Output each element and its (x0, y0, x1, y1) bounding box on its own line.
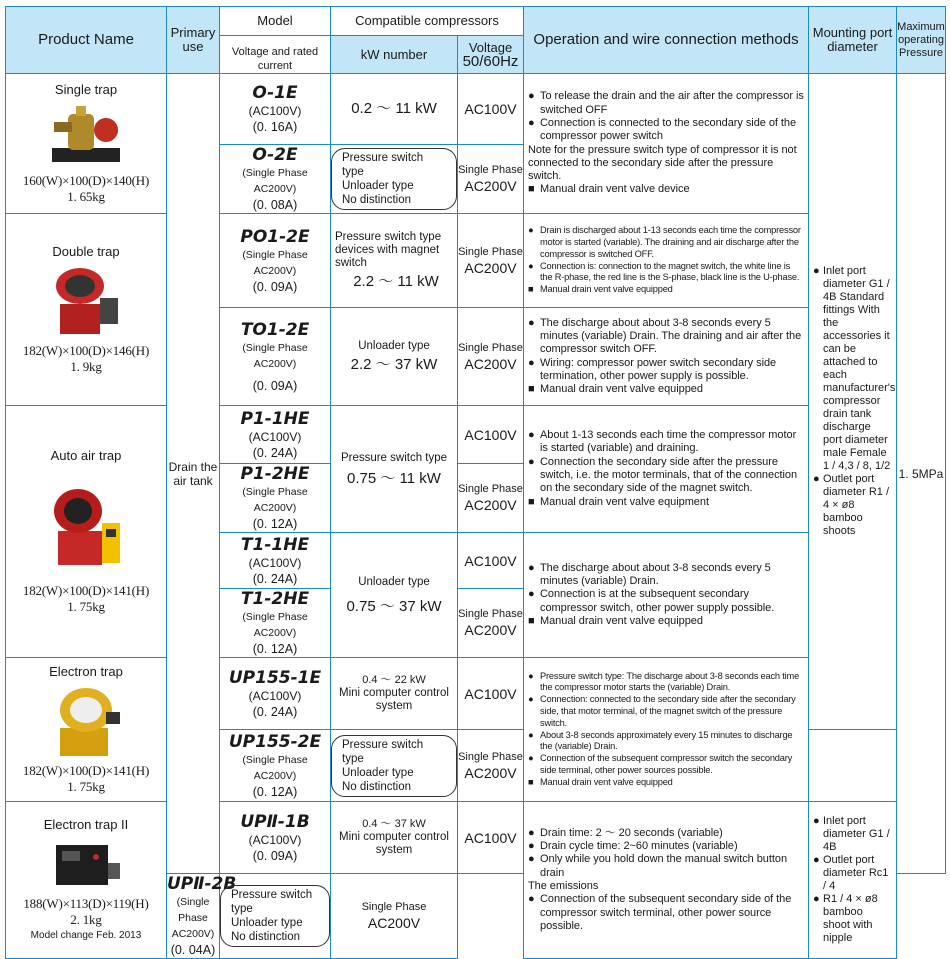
kw-single-a: 0.2 ～ 11 kW (331, 74, 458, 145)
op-item: ● Connection is connected to the secondary side of the compressor power switch (528, 116, 797, 143)
model-current: (0. 12A) (252, 642, 298, 656)
model-voltage: (Single Phase AC200V) (242, 167, 308, 195)
model-t1-1he (220, 533, 331, 589)
operation-p (524, 406, 809, 533)
voltage-ac100: AC100V (458, 533, 524, 589)
model-p1-1he (220, 406, 331, 464)
operation-t (524, 533, 809, 658)
model-o-1e (220, 74, 331, 145)
product-name: Double trap (52, 244, 120, 259)
model-name: T1-2HE (240, 589, 310, 609)
product-table-wrapper (5, 6, 945, 957)
model-name: PO1-2E (240, 226, 310, 247)
model-up2-1b (220, 802, 331, 874)
header-voltage-freq: 50/60Hz (462, 52, 519, 70)
voltage-single-phase-ac200: Single Phase AC200V (458, 308, 524, 406)
product-name: Electron trap (49, 664, 123, 679)
model-o-2e (220, 145, 331, 214)
model-up155-2e (220, 730, 331, 802)
model-current: (0. 12A) (252, 784, 298, 799)
operation-up155 (524, 658, 809, 802)
model-name: P1-2HE (240, 464, 310, 484)
kw-up155-a: 0.4 ～ 22 kW Mini computer control system (331, 658, 458, 730)
model-voltage: (Single Phase AC200V) (242, 753, 308, 782)
model-name: O-2E (252, 145, 298, 165)
mount-item: ● Outlet port diameter Rc1 / 4 (813, 854, 889, 892)
model-current: (0. 24A) (252, 704, 298, 719)
op-item: ● Pressure switch type: The discharge about 3-8 seconds each time the compressor motor starts the (variable) Drain. (528, 670, 800, 693)
model-voltage: (AC100V) (248, 104, 302, 118)
model-voltage: (AC100V) (248, 555, 302, 570)
model-current: (0. 12A) (252, 517, 298, 531)
mounting-main (809, 74, 897, 730)
model-voltage: (Single Phase AC200V) (242, 341, 308, 370)
product-name: Electron trap II (43, 817, 129, 832)
op-item: ● Wiring: compressor power switch secondary side termination, other power supply is possible. (528, 356, 777, 382)
kw-po: Pressure switch type devices with magnet switch 2.2 ～ 11 kW (331, 214, 458, 308)
op-item: ● Connection of the subsequent compressor switch the secondary side terminal, other power sources possible. (528, 753, 793, 775)
op-item: ● Connection of the subsequent secondary side of the compressor switch terminal, other power source possible. (528, 893, 792, 932)
model-po1-2e (220, 214, 331, 308)
model-current: (0. 09A) (252, 378, 298, 393)
op-item: ● Drain cycle time: 2~60 minutes (variable) (528, 840, 738, 853)
model-to1-2e (220, 308, 331, 406)
op-item: ● Drain time: 2 ～ 20 seconds (variable) (528, 826, 723, 839)
model-voltage: (Single Phase AC200V) (242, 486, 308, 514)
kw-to: Unloader type 2.2 ～ 37 kW (331, 308, 458, 406)
mount-item: ● Inlet port diameter G1 / 4B Standard fittings With the accessories it can be attached to each manufacturer's compressor drain tank discharge port diameter male Female 1 / 4,3 / 8, 1/2 (813, 265, 896, 472)
op-item: ● Connection is at the subsequent secondary compressor switch, other power supply possible. (528, 588, 775, 614)
op-item: ● To release the drain and the air after the compressor is switched OFF (528, 90, 804, 116)
model-name: UP155-1E (228, 667, 322, 688)
kw-up2-a: 0.4 ～ 37 kW Mini computer control system (331, 802, 458, 874)
header-max-pressure: Maximum operating Pressure (897, 7, 946, 74)
op-item: ■ Manual drain vent valve equipment (528, 495, 709, 508)
model-voltage: (Single Phase AC200V) (242, 248, 308, 277)
header-voltage-label: Voltage (468, 39, 513, 55)
op-item: ■ Manual drain vent valve equipped (528, 614, 703, 627)
header-operation: Operation and wire connection methods (524, 7, 809, 74)
model-current: (0. 16A) (252, 120, 298, 134)
mounting-last (809, 802, 897, 959)
max-pressure-cell: 1. 5MPa (897, 74, 946, 874)
op-item: ● Drain is discharged about 1-13 seconds each time the compressor motor is started (variable). The draining and air discharge after the compressor is switched OFF. (528, 225, 801, 259)
model-name: P1-1HE (240, 408, 310, 429)
voltage-ac100: AC100V (458, 658, 524, 730)
voltage-single-phase-ac200: Single Phase AC200V (458, 730, 524, 802)
voltage-ac100: AC100V (458, 802, 524, 874)
primary-use-cell: Drain the air tank (167, 74, 220, 874)
op-item: ■ Manual drain vent valve equipped (528, 776, 673, 787)
op-item: ● Connection: connected to the secondary side after the secondary side, that motor terminal, of the magnet switch of the pressure switch. (528, 694, 796, 728)
model-current: (0. 04A) (170, 943, 216, 957)
model-current: (0. 08A) (252, 198, 298, 212)
voltage-single-phase-ac200: Single Phase AC200V (458, 464, 524, 533)
model-voltage: (AC100V) (248, 832, 302, 847)
model-name: UPⅡ-2B (167, 874, 237, 894)
voltage-single-phase-ac200: Single Phase AC200V (331, 874, 458, 959)
op-item: ■ Manual drain vent valve equipped (528, 383, 703, 396)
voltage-single-phase-ac200: Single Phase AC200V (458, 589, 524, 658)
op-item: ● Only while you hold down the manual switch button drain (528, 853, 788, 879)
product-weight: 1. 75kg (67, 779, 105, 794)
single-trap-image (46, 100, 126, 170)
product-weight: 1. 65kg (67, 189, 105, 204)
header-voltage (458, 36, 524, 74)
op-note: Note for the pressure switch type of compressor it is not connected to the secondary side after the pressure switch. (528, 143, 797, 183)
op-item: ■ Manual drain vent valve device (528, 183, 690, 196)
kw-p: Pressure switch type 0.75 ～ 11 kW (331, 406, 458, 533)
mount-item: ● Outlet port diameter R1 / 4 × ø8 bamboo shoots (813, 473, 890, 537)
op-item: ● The discharge about about 3-8 seconds every 5 minutes (variable) Drain. (528, 561, 771, 588)
product-single-trap (6, 74, 167, 214)
product-weight: 2. 1kg (70, 912, 102, 927)
product-electron-trap (6, 658, 167, 802)
product-dimensions: 182(W)×100(D)×146(H) (22, 343, 150, 358)
product-name: Single trap (54, 82, 118, 97)
model-current: (0. 09A) (252, 279, 298, 294)
operation-po (524, 214, 809, 308)
operation-up2 (524, 802, 809, 959)
kw-up155-b (331, 730, 458, 802)
operation-single-trap (524, 74, 809, 214)
kw-single-b (331, 145, 458, 214)
header-kw: kW number (331, 36, 458, 74)
mount-item: ● R1 / 4 × ø8 bamboo shoot with nipple (813, 893, 878, 944)
compressor-type-bracket: Pressure switch type Unloader type No distinction (220, 885, 330, 947)
model-current: (0. 09A) (252, 848, 298, 863)
product-dimensions: 188(W)×113(D)×119(H) (23, 896, 149, 911)
compressor-type-bracket: Pressure switch type Unloader type No distinction (331, 148, 457, 210)
op-item: ● Connection is: connection to the magnet switch, the white line is the R-phase, the red line is the S-phase, black line is the U-phase. (528, 260, 800, 283)
voltage-single-phase-ac200: Single Phase AC200V (458, 145, 524, 214)
model-name: T1-1HE (240, 534, 310, 555)
op-item: ■ Manual drain vent valve equipped (528, 284, 673, 295)
model-t1-2he (220, 589, 331, 658)
product-double-trap (6, 214, 167, 406)
op-item: ● The discharge about about 3-8 seconds every 5 minutes (variable) Drain. The draining and air after the compressor switch OFF. (528, 316, 802, 356)
mount-item: ● Inlet port diameter G1 / 4B (813, 815, 890, 853)
model-name: UP155-2E (228, 731, 322, 752)
compressor-type-bracket: Pressure switch type Unloader type No distinction (331, 735, 457, 797)
header-model: Model (220, 7, 331, 36)
operation-to (524, 308, 809, 406)
header-model-sub: Voltage and rated current (220, 36, 331, 74)
voltage-single-phase-ac200: Single Phase AC200V (458, 214, 524, 308)
model-current: (0. 24A) (252, 445, 298, 460)
op-item: ● About 1-13 seconds each time the compressor motor is started (variable) and draining. (528, 429, 797, 455)
model-up2-2b (167, 874, 237, 959)
voltage-ac100: AC100V (458, 74, 524, 145)
auto-air-trap-image (46, 473, 126, 573)
product-weight: 1. 75kg (67, 599, 105, 614)
product-dimensions: 182(W)×100(D)×141(H) (22, 763, 150, 778)
op-note: The emissions (528, 880, 599, 892)
op-item: ● About 3-8 seconds approximately every 15 minutes to discharge the (variable) Drain. (528, 729, 793, 752)
product-electron-trap-ii (6, 802, 167, 959)
model-voltage: (AC100V) (248, 429, 302, 444)
product-auto-air-trap (6, 406, 167, 658)
product-note: Model change Feb. 2013 (30, 930, 142, 941)
product-name: Auto air trap (50, 448, 122, 463)
drain-trap-spec-table (5, 6, 946, 959)
model-name: UPⅡ-1B (240, 811, 310, 832)
model-up155-1e (220, 658, 331, 730)
product-dimensions: 182(W)×100(D)×141(H) (22, 583, 150, 598)
header-product-name: Product Name (6, 7, 167, 74)
model-voltage: (Single Phase AC200V) (242, 611, 308, 639)
model-current: (0. 24A) (252, 571, 298, 586)
model-voltage: (AC100V) (248, 688, 302, 703)
header-compatible: Compatible compressors (331, 7, 524, 36)
model-p1-2he (220, 464, 331, 533)
header-mounting: Mounting port diameter (809, 7, 897, 74)
product-dimensions: 160(W)×100(D)×140(H) (22, 173, 150, 188)
product-weight: 1. 9kg (70, 359, 102, 374)
kw-t: Unloader type 0.75 ～ 37 kW (331, 533, 458, 658)
header-primary-use: Primary use (167, 7, 220, 74)
model-voltage: (Single Phase AC200V) (171, 896, 215, 940)
electron-trap-image (46, 682, 126, 760)
voltage-ac100: AC100V (458, 406, 524, 464)
double-trap-image (46, 262, 126, 340)
model-name: TO1-2E (240, 319, 310, 340)
electron-trap-ii-image (46, 835, 126, 893)
model-name: O-1E (252, 83, 298, 103)
kw-up2-b (220, 874, 331, 959)
op-item: ● Connection the secondary side after the pressure switch, i.e. the motor terminals, that of the connection on the secondary side of the magnet switch. (528, 455, 798, 495)
